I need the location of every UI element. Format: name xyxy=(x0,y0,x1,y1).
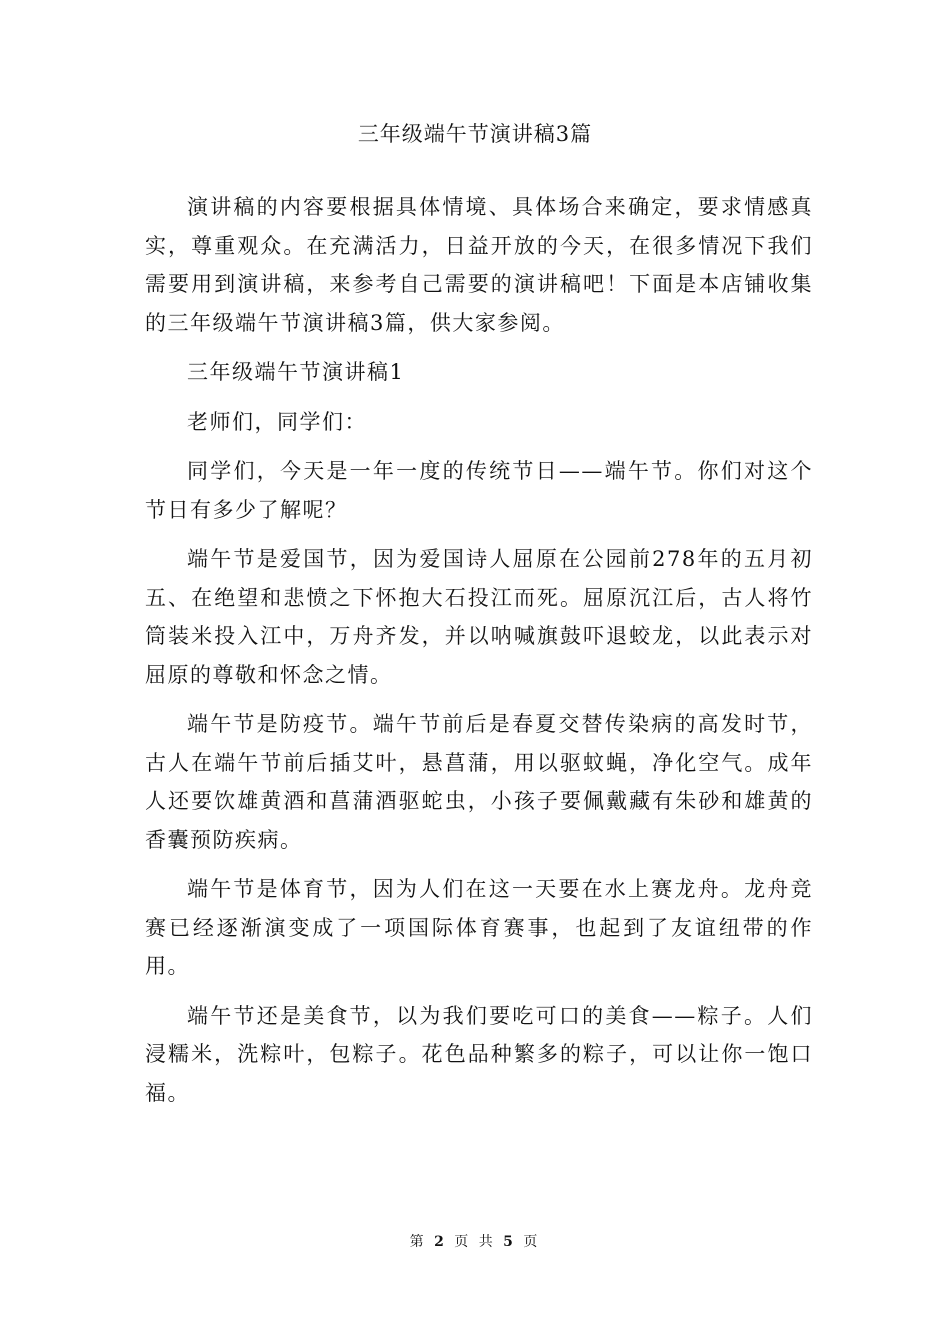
footer-page-number: 2 xyxy=(434,1234,447,1250)
document-body xyxy=(145,188,813,1123)
footer-suffix: 页 xyxy=(523,1234,541,1250)
footer-middle: 页 共 xyxy=(454,1234,496,1250)
paragraph: 同学们，今天是一年一度的传统节日——端午节。你们对这个节日有多少了解呢？ xyxy=(145,459,813,522)
paragraph: 端午节是体育节，因为人们在这一天要在水上赛龙舟。龙舟竞赛已经逐渐演变成了一项国际体育赛事，也起到了友谊纽带的作用。 xyxy=(145,877,813,978)
paragraph: 端午节是防疫节。端午节前后是春夏交替传染病的高发时节，古人在端午节前后插艾叶，悬菖蒲，用以驱蚊蝇，净化空气。成年人还要饮雄黄酒和菖蒲酒驱蛇虫，小孩子要佩戴藏有朱砂和雄黄的香囊预防疾病。 xyxy=(145,712,813,852)
paragraph: 端午节是爱国节，因为爱国诗人屈原在公园前278年的五月初五、在绝望和悲愤之下怀抱大石投江而死。屈原沉江后，古人将竹筒装米投入江中，万舟齐发，并以呐喊旗鼓吓退蛟龙，以此表示对屈原的尊敬和怀念之情。 xyxy=(145,547,813,687)
paragraph: 端午节还是美食节，以为我们要吃可口的美食——粽子。人们浸糯米，洗粽叶，包粽子。花色品种繁多的粽子，可以让你一饱口福。 xyxy=(145,1003,813,1105)
paragraph-intro: 演讲稿的内容要根据具体情境、具体场合来确定，要求情感真实，尊重观众。在充满活力，日益开放的今天，在很多情况下我们需要用到演讲稿，来参考自己需要的演讲稿吧！下面是本店铺收集的三年级端午节演讲稿3篇，供大家参阅。 xyxy=(145,195,813,335)
document-title: 三年级端午节演讲稿3篇 xyxy=(357,122,593,146)
paragraph-greeting: 老师们，同学们： xyxy=(187,409,367,434)
page-footer xyxy=(0,1232,950,1252)
footer-prefix: 第 xyxy=(409,1234,427,1250)
section-heading: 三年级端午节演讲稿1 xyxy=(187,360,405,384)
footer-total-pages: 5 xyxy=(503,1234,516,1250)
